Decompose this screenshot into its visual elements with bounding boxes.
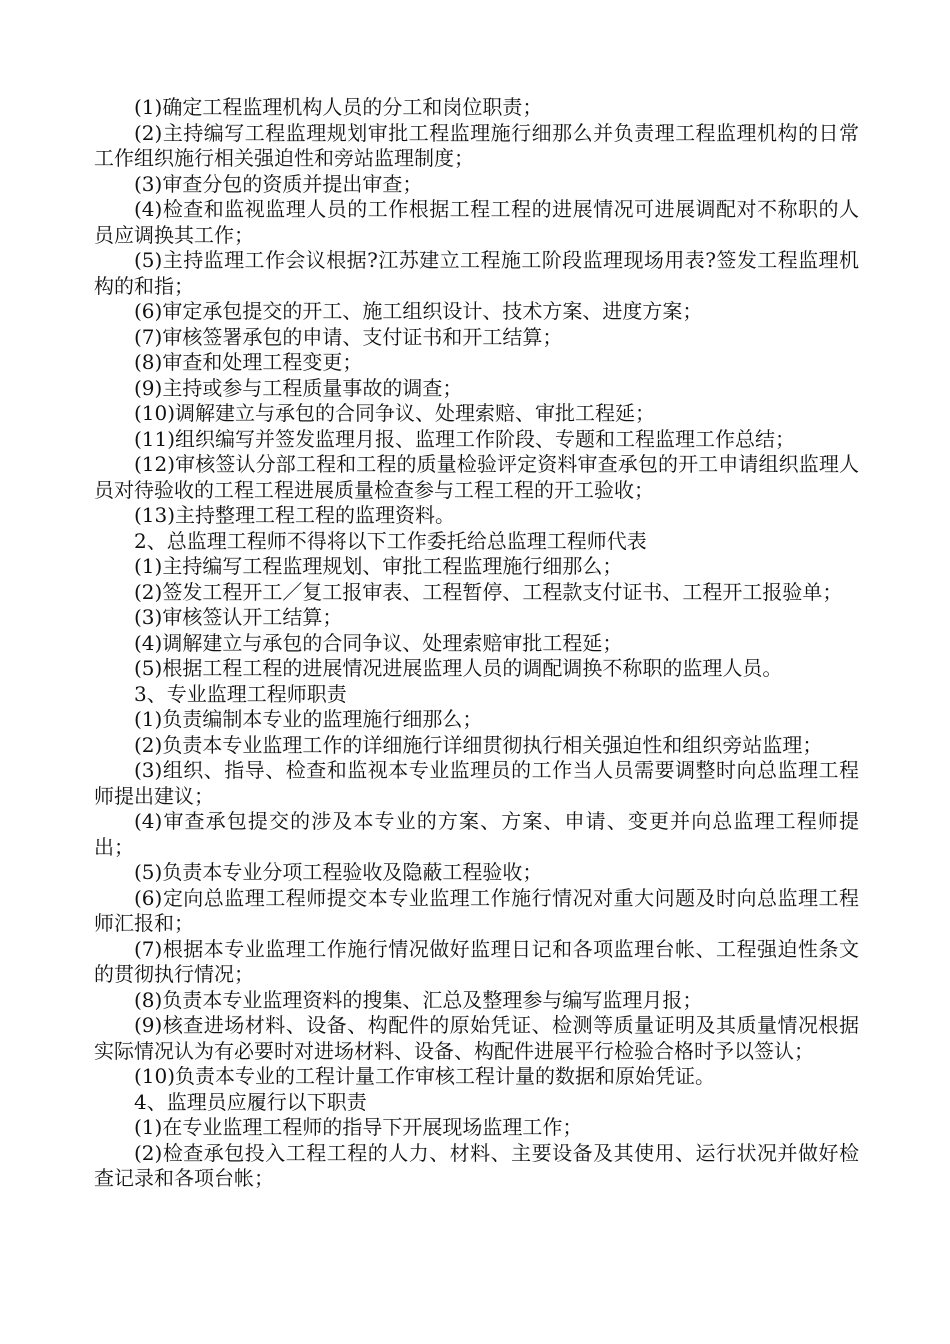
paragraph: (4)检查和监视监理人员的工作根据工程工程的进展情况可进展调配对不称职的人员应调换其工作； xyxy=(94,197,859,247)
paragraph: (5)负责本专业分项工程验收及隐蔽工程验收； xyxy=(134,860,543,884)
paragraph: (2)签发工程开工／复工报审表、工程暂停、工程款支付证书、工程开工报验单； xyxy=(134,579,843,604)
paragraph: (6)定向总监理工程师提交本专业监理工作施行情况对重大问题及时向总监理工程师汇报和； xyxy=(94,885,859,935)
document-body xyxy=(94,95,859,1192)
paragraph: (9)核查进场材料、设备、构配件的原始凭证、检测等质量证明及其质量情况根据实际情况认为有必要时对进场材料、设备、构配件进展平行检验合格时予以签认； xyxy=(94,1013,859,1063)
paragraph: (1)负责编制本专业的监理施行细那么； xyxy=(134,707,483,731)
paragraph: (7)审核签署承包的申请、支付证书和开工结算； xyxy=(134,324,563,349)
paragraph: (2)主持编写工程监理规划审批工程监理施行细那么并负责理工程监理机构的日常工作组织施行相关强迫性和旁站监理制度； xyxy=(94,120,859,170)
paragraph: (9)主持或参与工程质量事故的调查； xyxy=(134,375,463,400)
paragraph: (3)组织、指导、检查和监视本专业监理员的工作当人员需要调整时向总监理工程师提出建议； xyxy=(94,758,859,808)
paragraph: (6)审定承包提交的开工、施工组织设计、技术方案、进度方案； xyxy=(134,299,703,323)
paragraph: (2)检查承包投入工程工程的人力、材料、主要设备及其使用、运行状况并做好检查记录和各项台帐； xyxy=(94,1140,859,1190)
paragraph: (7)根据本专业监理工作施行情况做好监理日记和各项监理台帐、工程强迫性条文的贯彻执行情况； xyxy=(94,936,859,986)
paragraph: (5)主持监理工作会议根据?江苏建立工程施工阶段监理现场用表?签发工程监理机构的和指； xyxy=(94,248,859,298)
paragraph: (8)负责本专业监理资料的搜集、汇总及整理参与编写监理月报； xyxy=(134,987,703,1012)
paragraph: 3、专业监理工程师职责 xyxy=(134,681,347,706)
paragraph: (12)审核签认分部工程和工程的质量检验评定资料审查承包的开工申请组织监理人员对待验收的工程工程进展质量检查参与工程工程的开工验收； xyxy=(94,452,859,502)
paragraph: 2、总监理工程师不得将以下工作委托给总监理工程师代表 xyxy=(134,528,647,553)
paragraph: (10)负责本专业的工程计量工作审核工程计量的数据和原始凭证。 xyxy=(134,1064,716,1088)
paragraph: (1)确定工程监理机构人员的分工和岗位职责； xyxy=(134,95,543,119)
paragraph: (8)审查和处理工程变更； xyxy=(134,350,363,374)
paragraph: (2)负责本专业监理工作的详细施行详细贯彻执行相关强迫性和组织旁站监理； xyxy=(134,732,823,757)
paragraph: (4)审查承包提交的涉及本专业的方案、方案、申请、变更并向总监理工程师提出； xyxy=(94,809,859,859)
paragraph: (10)调解建立与承包的合同争议、处理索赔、审批工程延； xyxy=(134,401,656,425)
paragraph: (3)审查分包的资质并提出审查； xyxy=(134,171,423,196)
paragraph: (3)审核签认开工结算； xyxy=(134,605,343,629)
paragraph: (4)调解建立与承包的合同争议、处理索赔审批工程延； xyxy=(134,630,623,655)
paragraph: 4、监理员应履行以下职责 xyxy=(134,1089,367,1114)
paragraph: (1)主持编写工程监理规划、审批工程监理施行细那么； xyxy=(134,554,623,578)
paragraph: (5)根据工程工程的进展情况进展监理人员的调配调换不称职的监理人员。 xyxy=(134,656,783,680)
paragraph: (11)组织编写并签发监理月报、监理工作阶段、专题和工程监理工作总结； xyxy=(134,426,796,451)
paragraph: (13)主持整理工程工程的监理资料。 xyxy=(134,503,456,527)
paragraph: (1)在专业监理工程师的指导下开展现场监理工作； xyxy=(134,1115,583,1139)
